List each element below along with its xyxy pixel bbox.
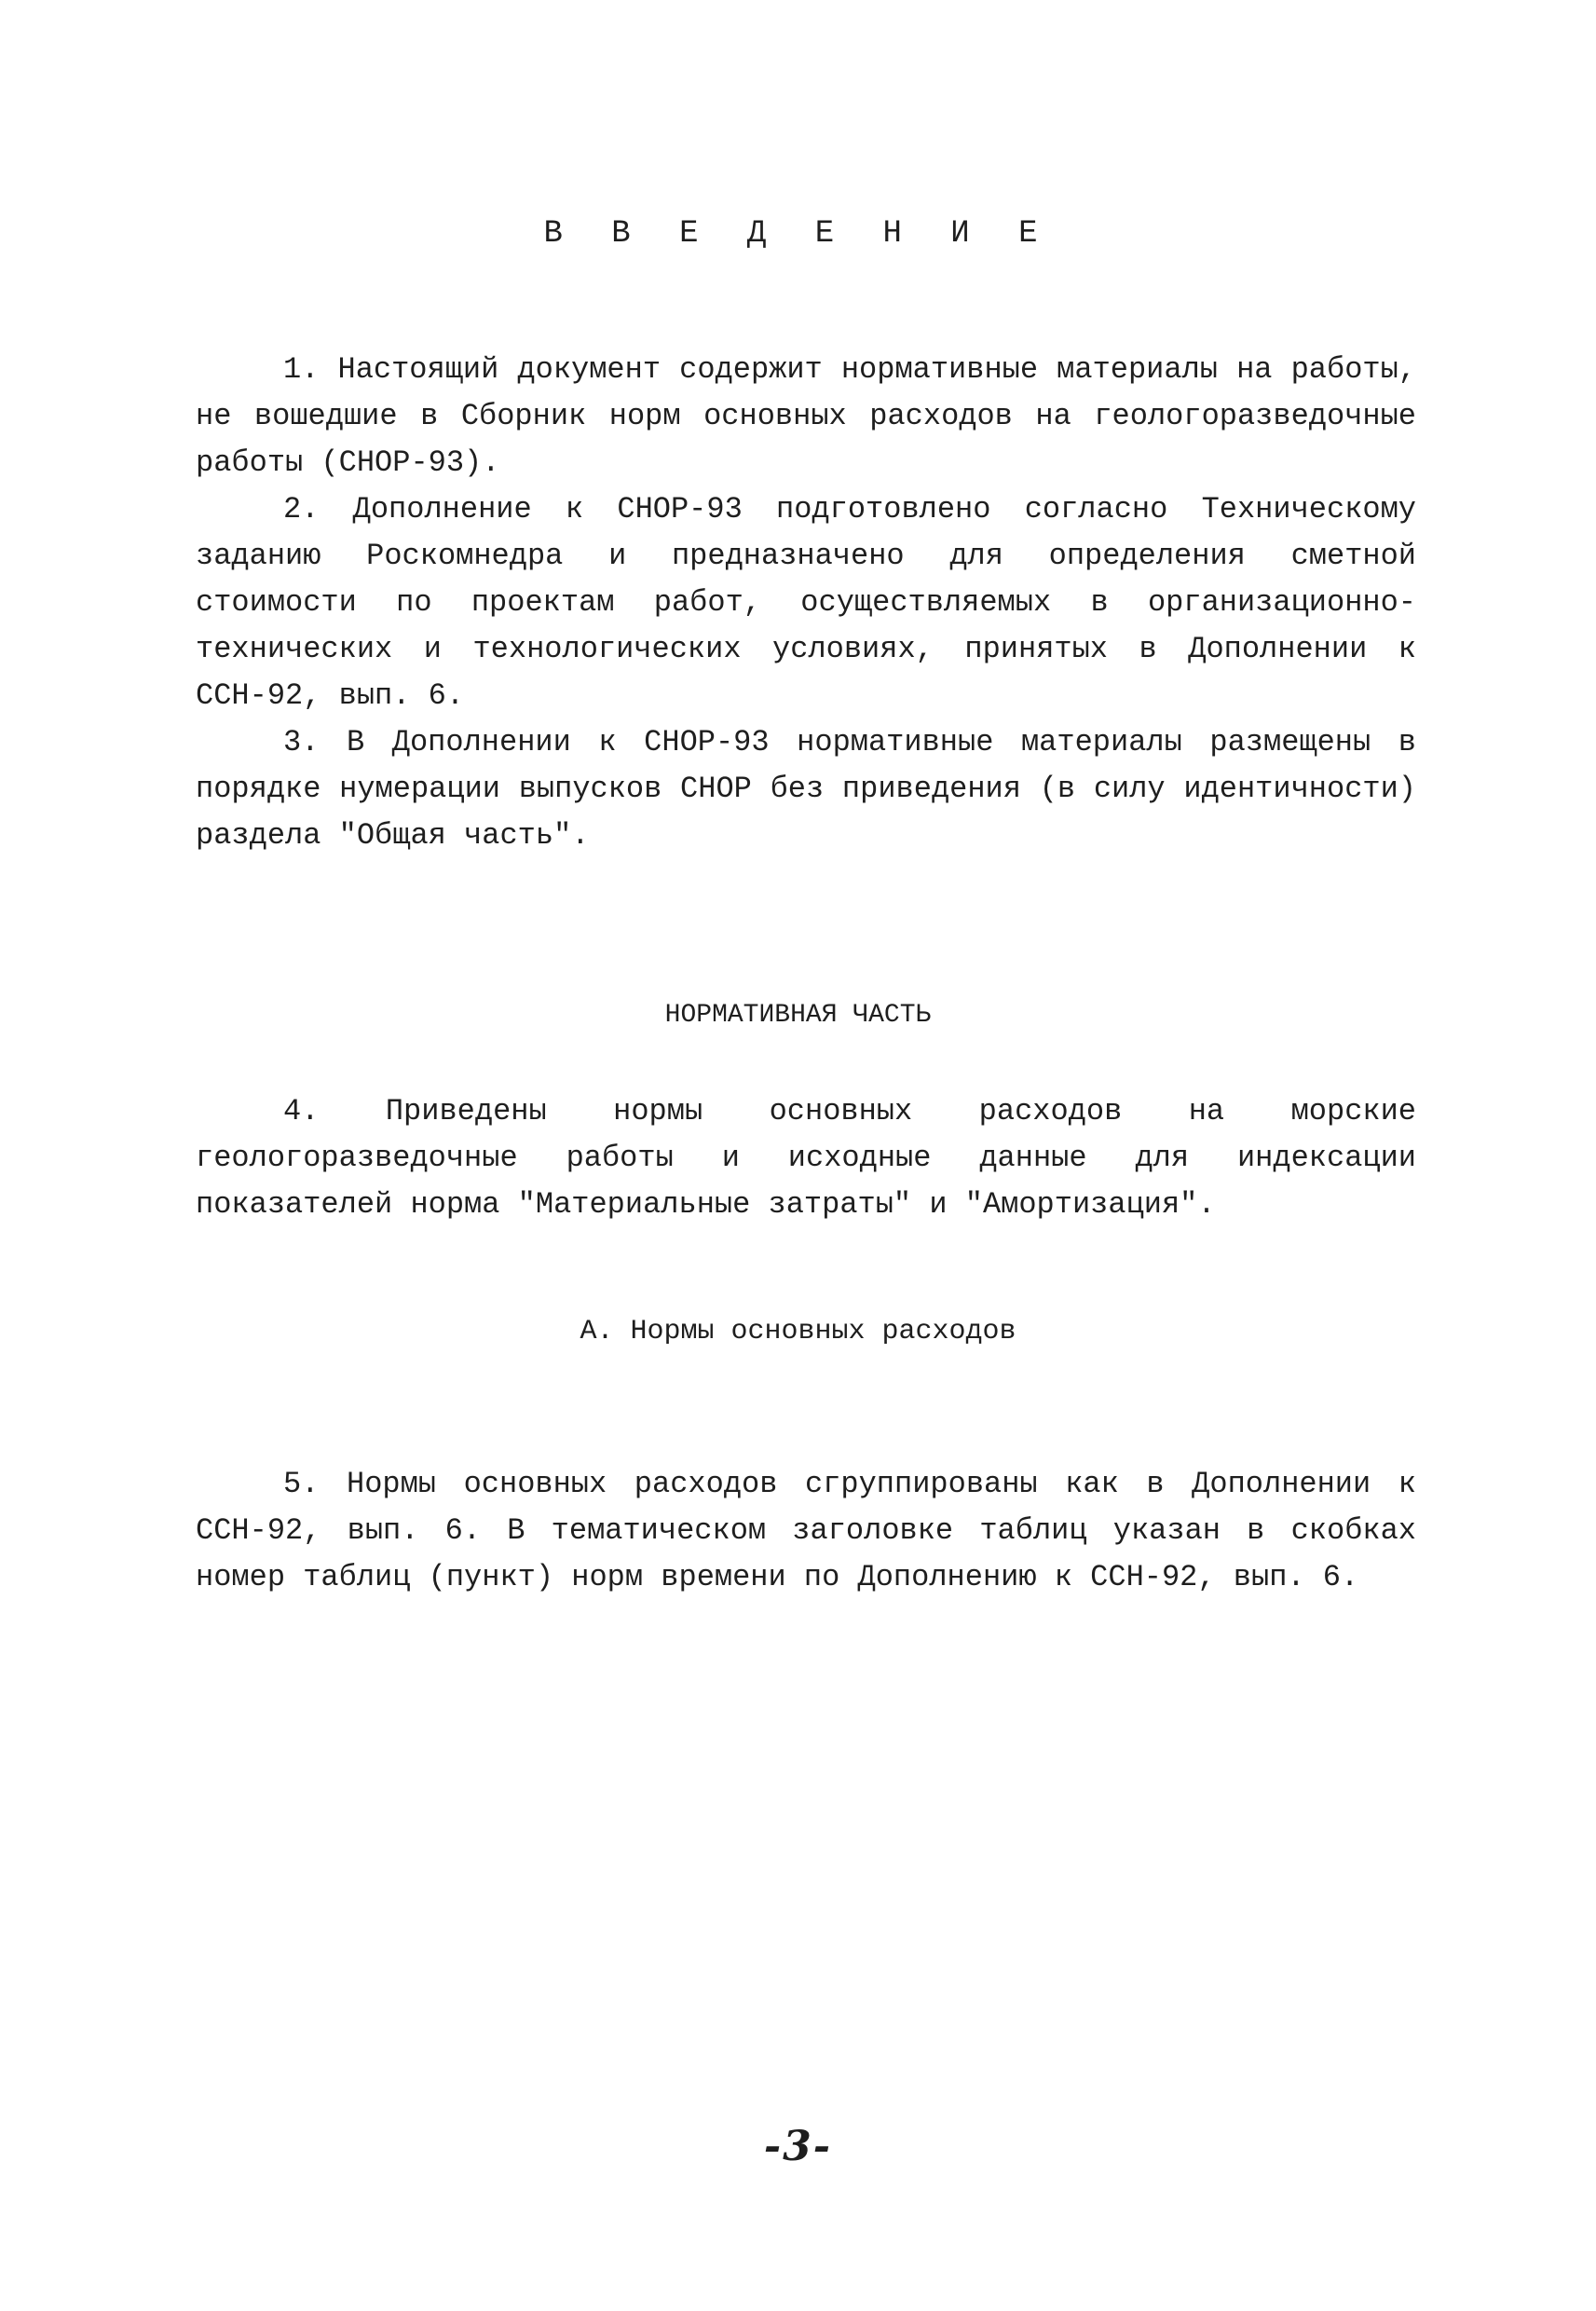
paragraph-5: 5. Нормы основных расходов сгруппированы как в Дополнении к ССН-92, вып. 6. В тематическом заголовке таблиц указан в скобках номер таблиц (пункт) норм времени по Дополнению к ССН-92, вып. 6. <box>196 1467 1416 1594</box>
paragraph-2: 2. Дополнение к СНОР-93 подготовлено согласно Техническому заданию Роскомнедра и предназначено для определения сметной стоимости по проектам работ, осуществляемых в организационно-технических и технологических условиях, принятых в Дополнении к ССН-92, вып. 6. <box>196 492 1416 713</box>
page-title: В В Е Д Е Н И Е <box>543 216 1053 252</box>
paragraph-4: 4. Приведены нормы основных расходов на морские геологоразведочные работы и исходные данные для индексации показателей норма "Материальные затраты" и "Амортизация". <box>196 1094 1416 1222</box>
page-number: -3- <box>763 2123 833 2170</box>
paragraph-1: 1. Настоящий документ содержит нормативные материалы на работы, не вошедшие в Сборник норм основных расходов на геологоразведочные работы (СНОР-93). <box>196 352 1416 480</box>
section-heading: НОРМАТИВНАЯ ЧАСТЬ <box>664 1001 932 1030</box>
paragraph-3: 3. В Дополнении к СНОР-93 нормативные материалы размещены в порядке нумерации выпусков СНОР без приведения (в силу идентичности) раздела "Общая часть". <box>196 725 1416 853</box>
subsection-heading: А. Нормы основных расходов <box>580 1316 1016 1347</box>
